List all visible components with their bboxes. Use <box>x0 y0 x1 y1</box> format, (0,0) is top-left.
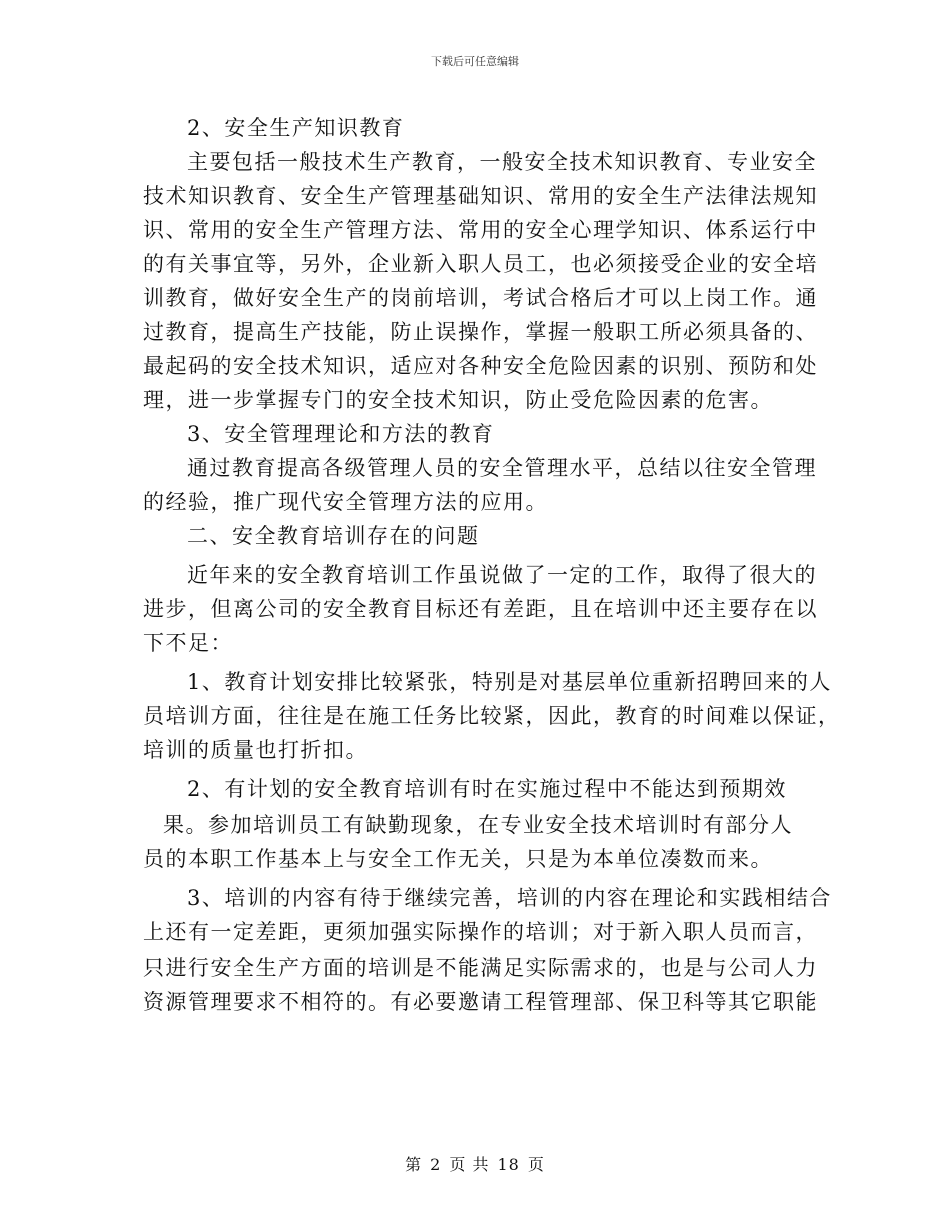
text-line: 二、安全教育培训存在的问题 <box>187 524 480 548</box>
text-line: 2、有计划的安全教育培训有时在实施过程中不能达到预期效 <box>187 777 787 801</box>
text-line: 识、常用的安全生产管理方法、常用的安全心理学知识、体系运行中 <box>143 218 818 242</box>
text-line: 员的本职工作基本上与安全工作无关，只是为本单位凑数而来。 <box>143 847 773 871</box>
text-line: 下不足： <box>143 631 233 655</box>
text-line: 通过教育提高各级管理人员的安全管理水平，总结以往安全管理 <box>187 456 817 480</box>
text-line: 果。参加培训员工有缺勤现象，在专业安全技术培训时有部分人 <box>163 813 793 837</box>
text-line: 资源管理要求不相符的。有必要邀请工程管理部、保卫科等其它职能 <box>143 990 818 1014</box>
page-header: 下载后可任意编辑 <box>431 55 519 68</box>
text-line: 理，进一步掌握专门的安全技术知识，防止受危险因素的危害。 <box>143 388 773 412</box>
text-line: 3、培训的内容有待于继续完善，培训的内容在理论和实践相结合 <box>187 886 832 910</box>
page-number: 2 <box>430 1155 442 1174</box>
text-line: 过教育，提高生产技能，防止误操作，掌握一般职工所必须具备的、 <box>143 320 818 344</box>
text-line: 的有关事宜等，另外，企业新入职人员工，也必须接受企业的安全培 <box>143 252 818 276</box>
text-line: 训教育，做好安全生产的岗前培训，考试合格后才可以上岗工作。通 <box>143 286 818 310</box>
page-footer <box>0 1152 950 1175</box>
text-line: 1、教育计划安排比较紧张，特别是对基层单位重新招聘回来的人 <box>187 670 832 694</box>
text-line: 只进行安全生产方面的培训是不能满足实际需求的，也是与公司人力 <box>143 956 818 980</box>
text-line: 主要包括一般技术生产教育，一般安全技术知识教育、专业安全 <box>187 150 817 174</box>
text-line: 员培训方面，往往是在施工任务比较紧，因此，教育的时间难以保证， <box>143 704 841 728</box>
total-pages: 18 <box>497 1155 520 1174</box>
text-line: 技术知识教育、安全生产管理基础知识、常用的安全生产法律法规知 <box>143 184 818 208</box>
text-line: 上还有一定差距，更须加强实际操作的培训；对于新入职人员而言， <box>143 920 818 944</box>
footer-prefix: 第 <box>405 1155 423 1174</box>
footer-mid: 页 共 <box>449 1155 490 1174</box>
text-line: 最起码的安全技术知识，适应对各种安全危险因素的识别、预防和处 <box>143 354 818 378</box>
footer-suffix: 页 <box>527 1155 545 1174</box>
text-line: 的经验，推广现代安全管理方法的应用。 <box>143 490 548 514</box>
text-line: 2、安全生产知识教育 <box>187 116 405 140</box>
text-line: 进步，但离公司的安全教育目标还有差距，且在培训中还主要存在以 <box>143 597 818 621</box>
text-line: 近年来的安全教育培训工作虽说做了一定的工作，取得了很大的 <box>187 563 817 587</box>
text-line: 3、安全管理理论和方法的教育 <box>187 422 495 446</box>
text-line: 培训的质量也打折扣。 <box>143 738 368 762</box>
